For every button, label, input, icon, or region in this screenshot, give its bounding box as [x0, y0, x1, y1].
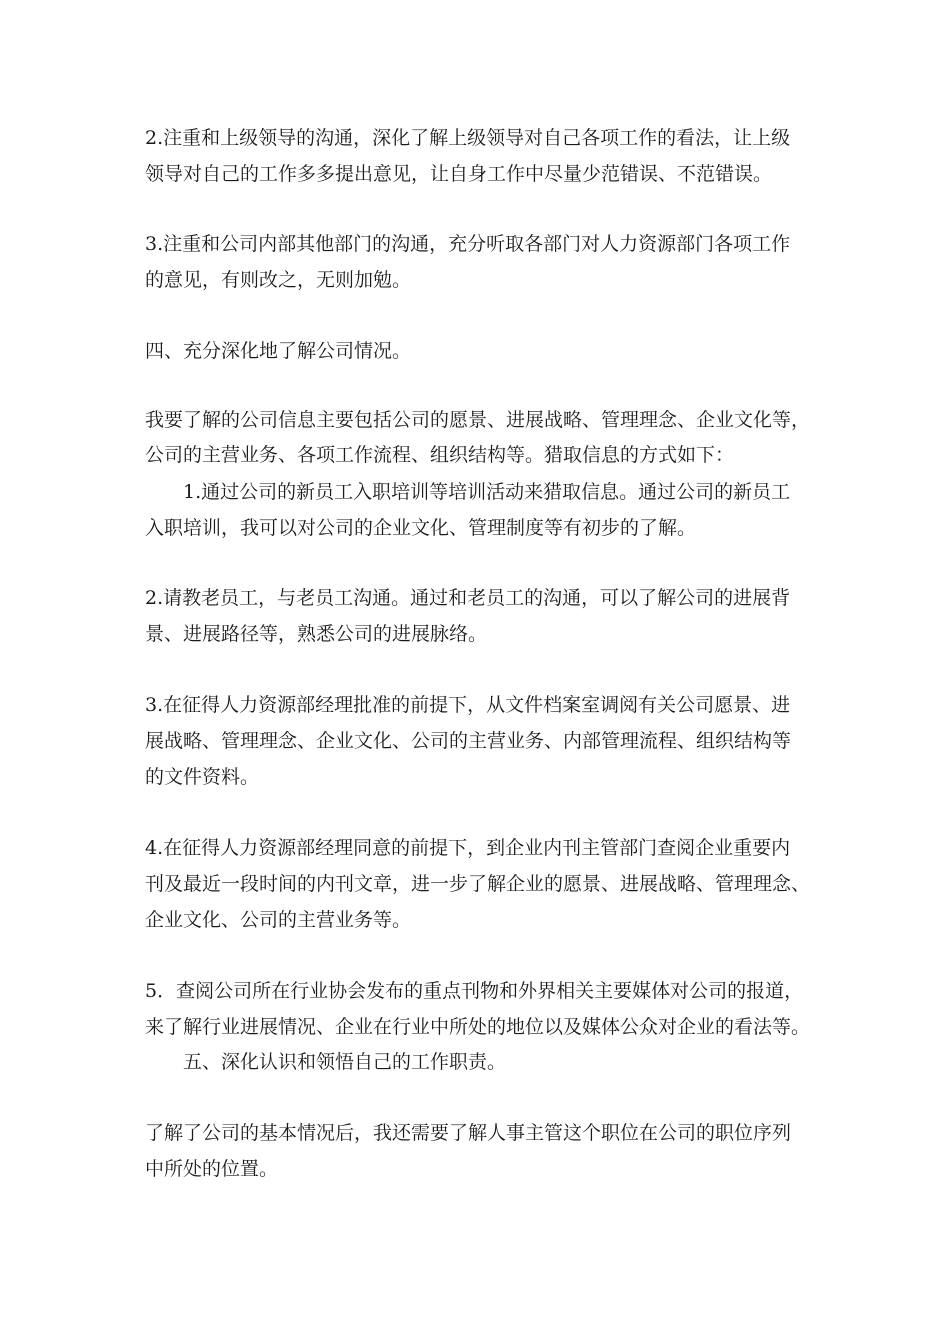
text-line: 的文件资料。 [145, 766, 260, 788]
text-line: 1.通过公司的新员工入职培训等培训活动来猎取信息。通过公司的新员工 [183, 481, 791, 503]
text-line: 来了解行业进展情况、企业在行业中所处的地位以及媒体公众对企业的看法等。 [145, 1016, 811, 1038]
text-line: 展战略、管理理念、企业文化、公司的主营业务、内部管理流程、组织结构等 [145, 730, 792, 752]
text-line: 了解了公司的基本情况后，我还需要了解人事主管这个职位在公司的职位序列 [145, 1122, 792, 1144]
section-heading: 五、深化认识和领悟自己的工作职责。 [183, 1051, 507, 1073]
section-heading: 四、充分深化地了解公司情况。 [145, 340, 412, 362]
text-line: 3.在征得人力资源部经理批准的前提下，从文件档案室调阅有关公司愿景、进 [145, 694, 791, 716]
text-line: 领导对自己的工作多多提出意见，让自身工作中尽量少范错误、不范错误。 [145, 163, 773, 185]
text-line: 2.注重和上级领导的沟通，深化了解上级领导对自己各项工作的看法，让上级 [145, 127, 791, 149]
text-line: 景、进展路径等，熟悉公司的进展脉络。 [145, 623, 488, 645]
text-line: 的意见，有则改之，无则加勉。 [145, 269, 412, 291]
text-line: 2.请教老员工，与老员工沟通。通过和老员工的沟通，可以了解公司的进展背 [145, 587, 791, 609]
text-line: 4.在征得人力资源部经理同意的前提下，到企业内刊主管部门查阅企业重要内 [145, 837, 791, 859]
text-line: 我要了解的公司信息主要包括公司的愿景、进展战略、管理理念、企业文化等， [145, 409, 811, 431]
text-line: 3.注重和公司内部其他部门的沟通，充分听取各部门对人力资源部门各项工作 [145, 233, 791, 255]
text-line: 入职培训，我可以对公司的企业文化、管理制度等有初步的了解。 [145, 517, 697, 539]
text-line: 企业文化、公司的主营业务等。 [145, 909, 412, 931]
text-line: 公司的主营业务、各项工作流程、组织结构等。猎取信息的方式如下： [145, 444, 735, 466]
text-line: 中所处的位置。 [145, 1158, 279, 1180]
text-line: 5．查阅公司所在行业协会发布的重点刊物和外界相关主要媒体对公司的报道， [145, 980, 804, 1002]
text-line: 刊及最近一段时间的内刊文章，进一步了解企业的愿景、进展战略、管理理念、 [145, 873, 811, 895]
